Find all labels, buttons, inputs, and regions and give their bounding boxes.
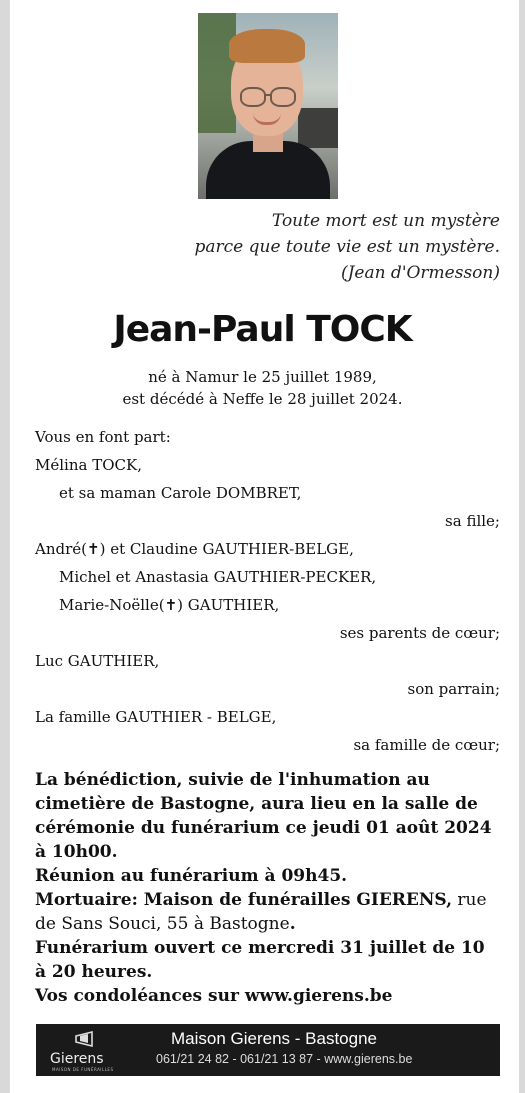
mortuary-end: . bbox=[289, 914, 296, 934]
logo-wordmark: Gierens bbox=[50, 1051, 104, 1067]
photo-glasses-right bbox=[270, 87, 296, 107]
mortuary-name: Mortuaire: Maison de funérailles GIERENS, bbox=[35, 890, 453, 910]
funeral-home-name: Maison Gierens - Bastogne bbox=[171, 1029, 377, 1048]
family-line: Mélina TOCK, bbox=[35, 456, 142, 474]
family-list bbox=[35, 427, 500, 757]
death-line: est décédé à Neffe le 28 juillet 2024. bbox=[122, 390, 403, 408]
family-intro: Vous en font part: bbox=[35, 428, 171, 446]
cross-icon: ✝ bbox=[164, 596, 178, 614]
funeral-home-banner bbox=[36, 1024, 500, 1076]
funeral-home-contacts: 061/21 24 82 - 061/21 13 87 - www.gierens.be bbox=[156, 1052, 413, 1066]
ceremony-details: La bénédiction, suivie de l'inhumation au cimetière de Bastogne, aura lieu en la salle de cérémonie du funérarium ce jeudi 01 août 2024 à 10h00. bbox=[35, 770, 492, 862]
logo-subtitle: MAISON DE FUNÉRAILLES bbox=[52, 1067, 114, 1072]
family-line: Michel et Anastasia GAUTHIER-PECKER, bbox=[59, 568, 377, 586]
quote-line-1: Toute mort est un mystère bbox=[271, 211, 500, 231]
family-role: ses parents de cœur; bbox=[339, 624, 500, 642]
cross-icon: ✝ bbox=[87, 540, 100, 558]
family-line-part: Marie-Noëlle( bbox=[59, 596, 165, 614]
photo-background bbox=[298, 108, 338, 148]
family-line-part: André( bbox=[35, 540, 87, 558]
portrait-photo bbox=[198, 13, 338, 199]
family-line bbox=[35, 539, 354, 559]
family-line-part: ) et Claudine GAUTHIER-BELGE, bbox=[99, 540, 354, 558]
meeting-time: Réunion au funérarium à 09h45. bbox=[35, 866, 348, 886]
deceased-name: Jean-Paul TOCK bbox=[113, 309, 412, 350]
photo-glasses-bridge bbox=[264, 94, 272, 96]
photo-hair bbox=[229, 29, 305, 63]
life-dates bbox=[0, 366, 525, 410]
quote-line-2: parce que toute vie est un mystère. bbox=[194, 237, 500, 257]
condolences-line: Vos condoléances sur www.gierens.be bbox=[35, 986, 393, 1006]
birth-line: né à Namur le 25 juillet 1989, bbox=[148, 368, 377, 386]
family-line: Luc GAUTHIER, bbox=[35, 652, 160, 670]
quote-author: (Jean d'Ormesson) bbox=[340, 263, 500, 283]
family-line: La famille GAUTHIER - BELGE, bbox=[35, 708, 277, 726]
family-role: sa fille; bbox=[445, 512, 500, 530]
epigraph-quote bbox=[195, 208, 501, 286]
visiting-hours: Funérarium ouvert ce mercredi 31 juillet de 10 à 20 heures. bbox=[35, 938, 485, 982]
page-edge-left bbox=[0, 0, 10, 1093]
family-line: et sa maman Carole DOMBRET, bbox=[59, 484, 302, 502]
gierens-logo bbox=[48, 1030, 126, 1072]
mortuary-info bbox=[35, 888, 500, 936]
mortuary-address: rue de Sans Souci, 55 à Bastogne bbox=[35, 890, 487, 934]
photo-background-tree bbox=[198, 13, 236, 133]
family-role: sa famille de cœur; bbox=[353, 736, 500, 754]
photo-glasses-left bbox=[240, 87, 266, 107]
family-line-part: ) GAUTHIER, bbox=[177, 596, 280, 614]
logo-mark-icon bbox=[74, 1030, 94, 1048]
ceremony-notice bbox=[35, 768, 500, 1008]
family-role: son parrain; bbox=[407, 680, 500, 698]
page-edge-right bbox=[519, 0, 525, 1093]
family-line bbox=[59, 595, 279, 615]
